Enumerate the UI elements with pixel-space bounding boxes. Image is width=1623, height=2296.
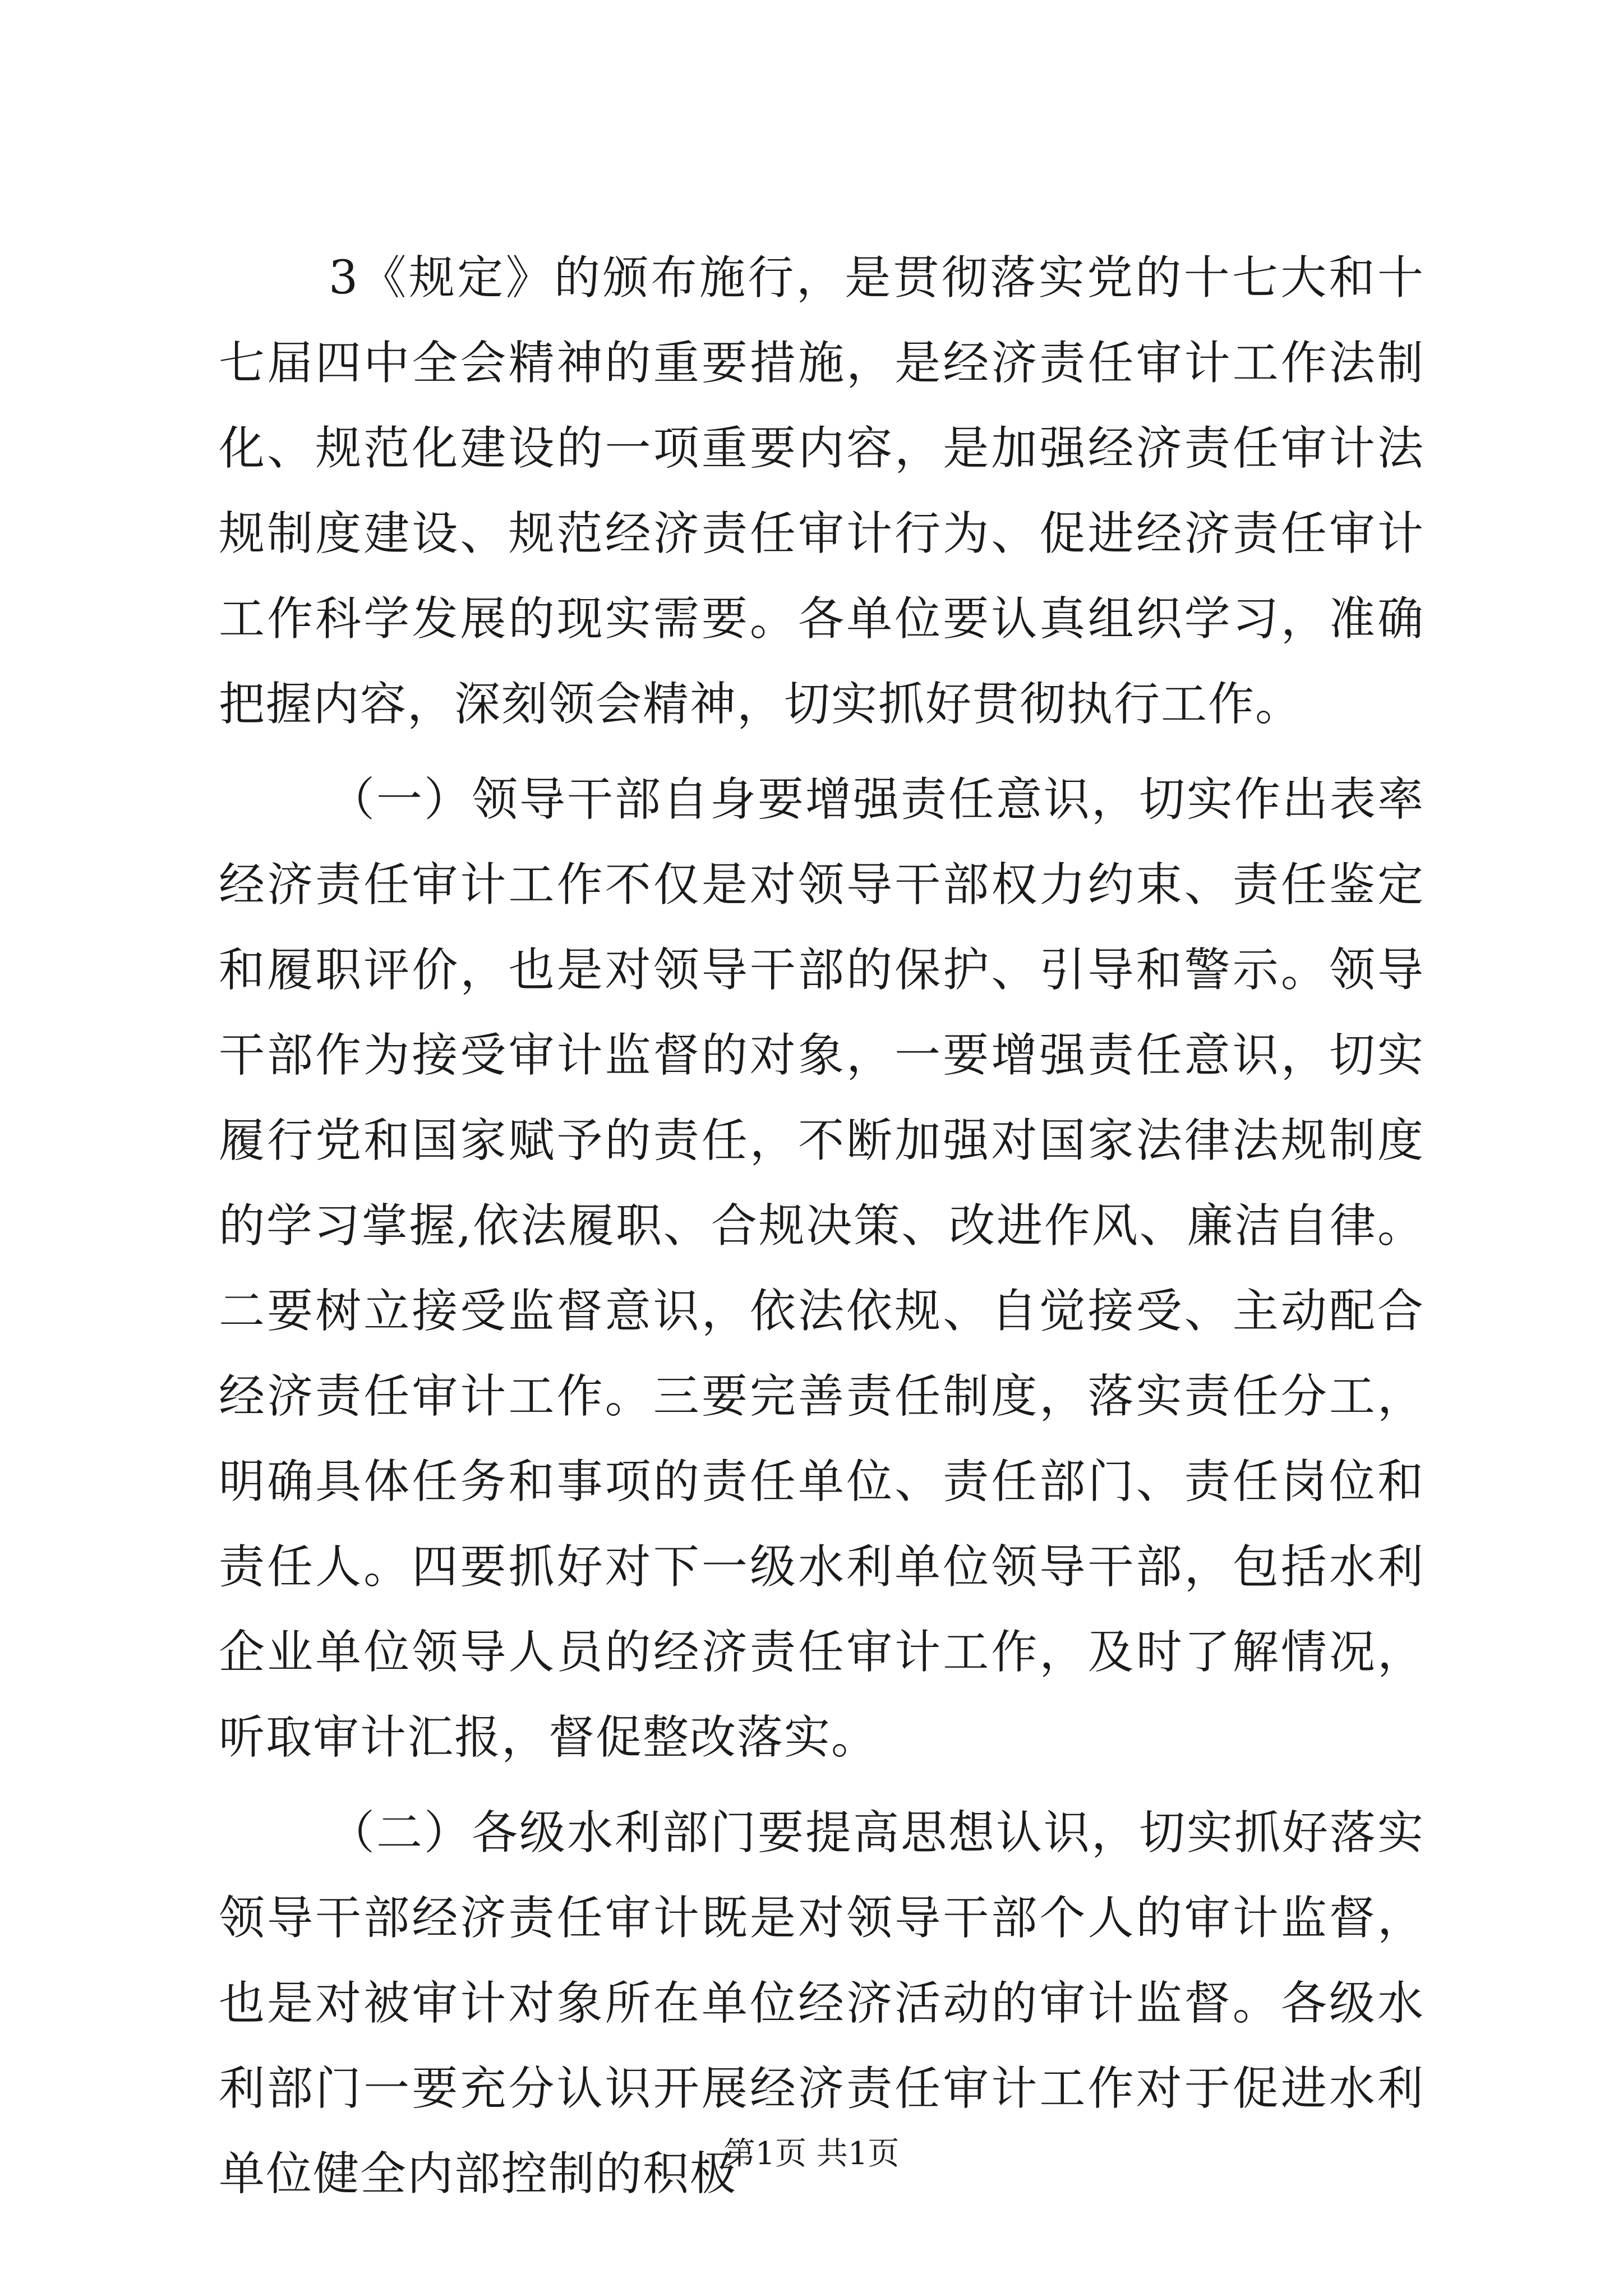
paragraph-2: （一）领导干部自身要增强责任意识，切实作出表率经济责任审计工作不仅是对领导干部权力约束、责任鉴定和履职评价，也是对领导干部的保护、引导和警示。领导干部作为接受审计监督的对象，一要增强责任意识，切实履行党和国家赋予的责任，不断加强对国家法律法规制度的学习掌握,依法履职、合规决策、改进作风、廉洁自律。二要树立接受监督意识，依法依规、自觉接受、主动配合经济责任审计工作。三要完善责任制度，落实责任分工，明确具体任务和事项的责任单位、责任部门、责任岗位和责任人。四要抓好对下一级水利单位领导干部，包括水利企业单位领导人员的经济责任审计工作，及时了解情况，听取审计汇报，督促整改落实。: [219, 773, 1424, 1764]
paragraph-3: （二）各级水利部门要提高思想认识，切实抓好落实领导干部经济责任审计既是对领导干部个人的审计监督，也是对被审计对象所在单位经济活动的审计监督。各级水利部门一要充分认识开展经济责任审计工作对于促进水利单位健全内部控制的积极: [219, 1806, 1424, 2201]
page-footer: 第1页 共1页: [723, 2136, 900, 2172]
document-body: [219, 236, 1424, 2227]
paragraph-1: 3《规定》的颁布施行，是贯彻落实党的十七大和十七届四中全会精神的重要措施，是经济责任审计工作法制化、规范化建设的一项重要内容，是加强经济责任审计法规制度建设、规范经济责任审计行为、促进经济责任审计工作科学发展的现实需要。各单位要认真组织学习，准确把握内容，深刻领会精神，切实抓好贯彻执行工作。: [219, 251, 1424, 731]
